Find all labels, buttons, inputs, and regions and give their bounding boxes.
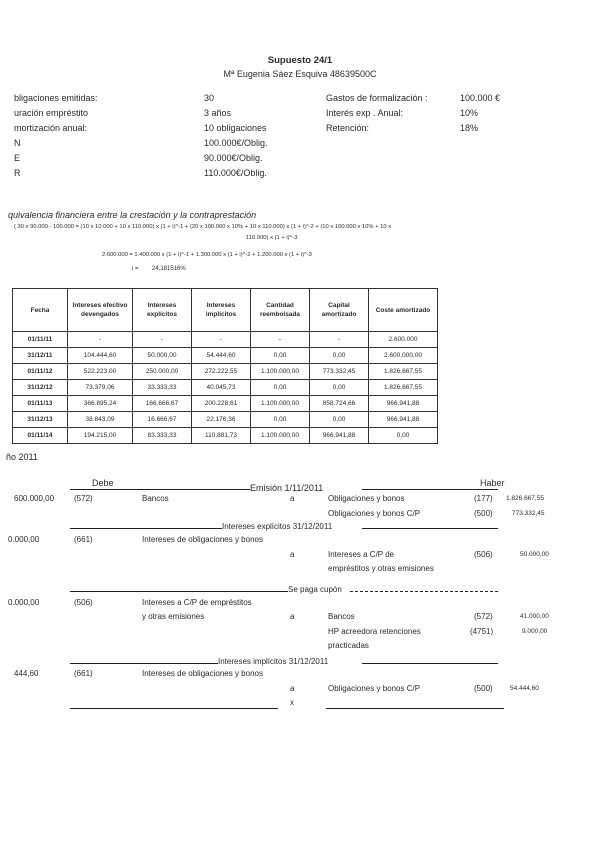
data-value: 110.000€/Oblig. [204, 168, 267, 178]
table-cell: 2.600.000,00 [369, 348, 438, 364]
table-cell: 272.222,55 [192, 364, 251, 380]
table-cell: 194.215,00 [68, 428, 133, 444]
table-cell: - [133, 332, 192, 348]
table-row [13, 396, 438, 412]
table-cell: 1.826.667,55 [369, 364, 438, 380]
table-cell: 966.941,88 [369, 396, 438, 412]
data-value: 3 años [204, 108, 232, 118]
credit-code: (500) [474, 509, 493, 518]
data-value: 100.000€/Oblig. [204, 138, 268, 148]
x-mark: x [290, 698, 294, 707]
table-cell: 0,00 [310, 412, 369, 428]
equivalence-heading: quivalencia financiera entre la crestación y la contraprestación [8, 210, 257, 220]
debit-account: Intereses de obligaciones y bonos [142, 535, 263, 544]
formula-line: ( 30 x 90.000 - 100.000 = (10 x 10.000 + 10 x 110.000) x (1 + i)^-1 + (20 x 100.000 x 10% + 10 x 110.000) x (1 + i)^-2 + (10 x 100.000 x 10% + 10 x [14, 224, 392, 230]
credit-code: (500) [474, 684, 493, 693]
table-cell: 858.724,66 [310, 396, 369, 412]
credit-code: (572) [474, 612, 493, 621]
column-header: Coste amortizado [369, 289, 438, 332]
table-cell: 16.666,67 [133, 412, 192, 428]
data-value: 90.000€/Oblig. [204, 153, 263, 163]
data-label: mortización anual: [14, 123, 88, 133]
column-header: Capital amortizado [310, 289, 369, 332]
a-connector: a [290, 494, 295, 503]
table-cell: 110.881,73 [192, 428, 251, 444]
credit-account: empréstitos y otras emisiones [328, 564, 434, 573]
formula-line: 2.600.000 = 1.400.000 x (1 + i)^-1 + 1.300.000 x (1 + i)^-2 + 1.200.000 x (1 + i)^-3 [102, 252, 312, 258]
data-value: 10% [460, 108, 479, 118]
debit-code: (572) [74, 494, 93, 503]
table-cell: - [68, 332, 133, 348]
table-cell: 0,00 [251, 412, 310, 428]
entry-title: Intereses explícitos 31/12/2011 [222, 522, 333, 531]
table-cell: 83.333,33 [133, 428, 192, 444]
data-label: Retención: [326, 123, 370, 133]
formula-line: 110.000) x (1 + i)^-3 [246, 235, 298, 241]
table-cell: - [310, 332, 369, 348]
entry-title: Intereses implícitos 31/12/2011 [218, 657, 329, 666]
credit-amount: 54.444,60 [510, 685, 539, 692]
table-cell: 22.176,36 [192, 412, 251, 428]
table-cell: 31/12/11 [13, 348, 68, 364]
credit-account: practicadas [328, 641, 369, 650]
formula-label: i = [132, 266, 139, 272]
credit-account: Obligaciones y bonos C/P [328, 509, 421, 518]
table-cell: 366.895,24 [68, 396, 133, 412]
credit-amount: 41.000,00 [520, 613, 549, 620]
table-cell: 104.444,60 [68, 348, 133, 364]
debit-amount: 0.000,00 [8, 598, 40, 607]
table-cell: 773.332,45 [310, 364, 369, 380]
table-cell: 1.100.000,00 [251, 396, 310, 412]
a-connector: a [290, 612, 295, 621]
year-heading: ño 2011 [6, 452, 38, 462]
amortization-table [12, 288, 438, 444]
credit-amount: 9.000,00 [522, 628, 548, 635]
debit-amount: 0.000,00 [8, 535, 40, 544]
table-header-row [13, 289, 438, 332]
table-row [13, 380, 438, 396]
table-cell: 0,00 [310, 348, 369, 364]
table-row [13, 348, 438, 364]
credit-account: HP acreedora retenciones [328, 627, 421, 636]
table-cell: 0,00 [251, 348, 310, 364]
debit-account: Intereses de obligaciones y bonos [142, 669, 263, 678]
column-header: Cantidad reembolsada [251, 289, 310, 332]
table-cell: 966.941,88 [310, 428, 369, 444]
data-value: 18% [460, 123, 479, 133]
table-cell: 0,00 [369, 428, 438, 444]
debit-account: Bancos [142, 494, 169, 503]
table-cell: 33.333,33 [133, 380, 192, 396]
table-row [13, 428, 438, 444]
table-cell: 1.100.000,00 [251, 428, 310, 444]
table-cell: 01/11/13 [13, 396, 68, 412]
data-label: Interés exp . Anual: [326, 108, 404, 118]
column-header: Intereses efectivo devengados [68, 289, 133, 332]
author-line: Mª Eugenia Sáez Esquiva 48639500C [223, 69, 377, 79]
entry-title: Se paga cupón [288, 585, 342, 594]
credit-account: Obligaciones y bonos [328, 494, 405, 503]
debit-amount: 444,60 [14, 669, 39, 678]
debit-account: Intereses a C/P de empréstitos [142, 598, 252, 607]
data-value: 30 [204, 93, 215, 103]
data-label: Gastos de formalización : [326, 93, 428, 103]
debe-label: Debe [92, 478, 114, 488]
a-connector: a [290, 684, 295, 693]
debit-code: (661) [74, 669, 93, 678]
data-label: R [14, 168, 21, 178]
credit-account: Obligaciones y bonos C/P [328, 684, 421, 693]
table-cell: 2.600.000 [369, 332, 438, 348]
credit-code: (177) [474, 494, 493, 503]
debit-account: y otras emisiones [142, 612, 205, 621]
data-value: 10 obligaciones [204, 123, 267, 133]
table-cell: 1.826.667,55 [369, 380, 438, 396]
credit-amount: 773.332,45 [512, 510, 545, 517]
debit-amount: 600.000,00 [14, 494, 55, 503]
credit-code: (4751) [470, 627, 494, 636]
column-header: Fecha [13, 289, 68, 332]
table-cell: 01/11/12 [13, 364, 68, 380]
debit-code: (661) [74, 535, 93, 544]
data-value: 100.000 € [460, 93, 501, 103]
page-title: Supuesto 24/1 [267, 55, 333, 66]
table-row [13, 364, 438, 380]
credit-account: Bancos [328, 612, 355, 621]
table-cell: 38.843,09 [68, 412, 133, 428]
table-cell: 73.379,06 [68, 380, 133, 396]
data-label: E [14, 153, 21, 163]
table-cell: 522.223,00 [68, 364, 133, 380]
a-connector: a [290, 550, 295, 559]
credit-code: (506) [474, 550, 493, 559]
table-cell: 0,00 [251, 380, 310, 396]
table-cell: 31/12/13 [13, 412, 68, 428]
table-cell: 31/12/12 [13, 380, 68, 396]
table-cell: 54.444,60 [192, 348, 251, 364]
table-cell: 966.941,88 [369, 412, 438, 428]
table-cell: 50.000,00 [133, 348, 192, 364]
data-label: N [14, 138, 21, 148]
credit-amount: 1.826.667,55 [506, 495, 544, 502]
data-label: bligaciones emitidas: [14, 93, 98, 103]
table-cell: 01/11/11 [13, 332, 68, 348]
table-cell: 01/11/14 [13, 428, 68, 444]
credit-amount: 50.000,00 [520, 551, 549, 558]
entry-title: Emisión 1/11/2011 [250, 483, 324, 493]
table-cell: - [192, 332, 251, 348]
data-label: uración empréstito [14, 108, 89, 118]
table-row [13, 412, 438, 428]
table-cell: 40.045,73 [192, 380, 251, 396]
table-cell: 166.666,67 [133, 396, 192, 412]
table-cell: 1.100.000,00 [251, 364, 310, 380]
table-cell: - [251, 332, 310, 348]
table-row [13, 332, 438, 348]
table-cell: 0,00 [310, 380, 369, 396]
haber-label: Haber [480, 478, 505, 488]
credit-account: Intereses a C/P de [328, 550, 395, 559]
column-header: Intereses implícitos [192, 289, 251, 332]
column-header: Intereses explícitos [133, 289, 192, 332]
table-cell: 200.228,61 [192, 396, 251, 412]
debit-code: (506) [74, 598, 93, 607]
table-cell: 250.000,00 [133, 364, 192, 380]
formula-result: 24,181516% [152, 266, 186, 272]
